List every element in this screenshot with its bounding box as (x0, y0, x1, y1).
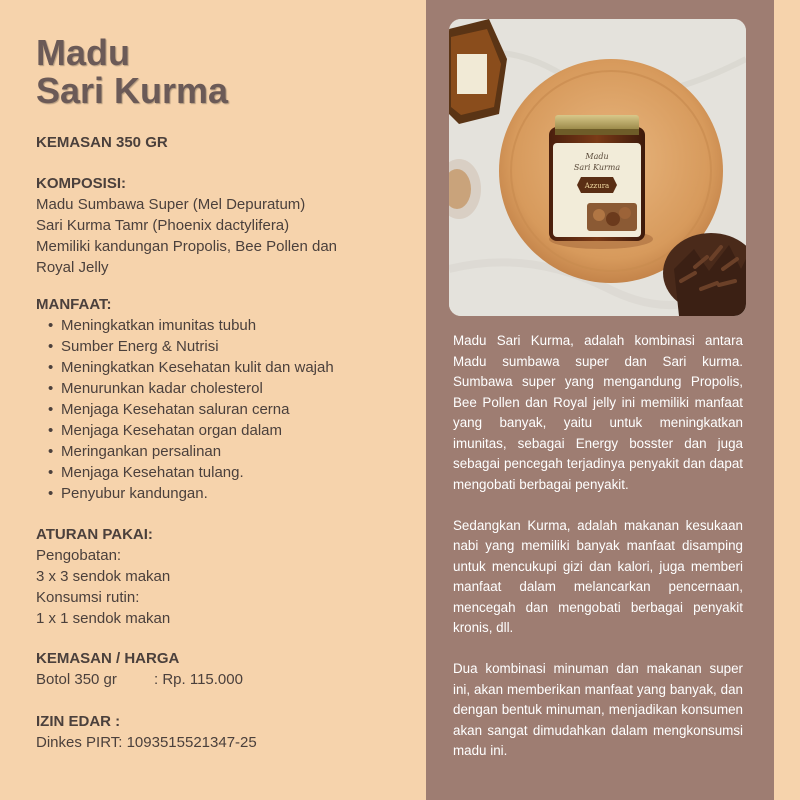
benefit-item: • Meningkatkan Kesehatan kulit dan wajah (48, 357, 334, 378)
composition-line: Memiliki kandungan Propolis, Bee Pollen dan (36, 238, 338, 255)
right-margin (774, 0, 800, 800)
benefit-item: • Menurunkan kadar cholesterol (48, 378, 334, 399)
benefits-heading: MANFAAT: (36, 296, 112, 313)
title-line-2: Sari Kurma (36, 70, 229, 111)
composition-heading: KOMPOSISI: (36, 175, 127, 192)
permit-heading: IZIN EDAR : (36, 713, 121, 730)
usage-line: Konsumsi rutin: (36, 589, 140, 606)
jar-brand: Azzura (584, 182, 610, 190)
composition-line: Sari Kurma Tamr (Phoenix dactylifera) (36, 217, 290, 234)
usage-line: Pengobatan: (36, 547, 122, 564)
price-section (36, 648, 243, 690)
usage-heading: ATURAN PAKAI: (36, 526, 153, 543)
composition-line: Royal Jelly (36, 259, 109, 276)
product-description (453, 331, 743, 782)
benefit-item: • Meringankan persalinan (48, 441, 334, 462)
jar-label-line-1: Madu (585, 152, 609, 161)
title-line-1: Madu (36, 32, 130, 73)
benefits-section (36, 294, 334, 504)
price-value: : Rp. 115.000 (154, 671, 243, 688)
product-title (36, 34, 228, 110)
description-paragraph-1: Madu Sari Kurma, adalah kombinasi antara Madu sumbawa super dan Sari kurma. Sumbawa super yang mengandung Propolis, Bee Pollen dan Royal jelly ini memiliki manfaat yang banyak, yaitu untuk meningkatkan imunitas, sebagai Energy bosster dan juga sebagai pencegah terjadinya penyakit dan dapat mengobati berbagai penyakit. (453, 333, 743, 492)
composition-line: Madu Sumbawa Super (Mel Depuratum) (36, 196, 306, 213)
product-photo (449, 19, 746, 316)
usage-line: 3 x 3 sendok makan (36, 568, 171, 585)
benefits-list (36, 315, 334, 504)
usage-section (36, 524, 170, 629)
package-size-label: KEMASAN 350 GR (36, 134, 168, 151)
product-photo-illustration (449, 19, 746, 316)
benefit-item: • Sumber Energ & Nutrisi (48, 336, 334, 357)
description-paragraph-2: Sedangkan Kurma, adalah makanan kesukaan nabi yang memiliki banyak manfaat disamping untuk mencukupi gizi dan kalori, juga memberi manfaat dalam melancarkan pencernaan, mencegah dan mengobati berbagai penyakit kronis, dll. (453, 517, 743, 635)
permit-section (36, 711, 257, 753)
benefit-item: • Meningkatkan imunitas tubuh (48, 315, 334, 336)
description-paragraph-3: Dua kombinasi minuman dan makanan super ini, akan memberikan manfaat yang banyak, dan dengan bentuk minuman, menjadikan konsumen akan sangat dimudahkan dalam mengkonsumsi madu ini. (453, 661, 743, 758)
benefit-item: • Menjaga Kesehatan saluran cerna (48, 399, 334, 420)
benefit-item: • Menjaga Kesehatan tulang. (48, 462, 334, 483)
benefit-item: • Penyubur kandungan. (48, 483, 334, 504)
price-row (36, 669, 243, 690)
price-heading: KEMASAN / HARGA (36, 650, 180, 667)
benefit-item: • Menjaga Kesehatan organ dalam (48, 420, 334, 441)
usage-line: 1 x 1 sendok makan (36, 610, 171, 627)
permit-number: Dinkes PIRT: 1093515521347-25 (36, 734, 257, 751)
composition-section (36, 173, 337, 278)
jar-label-line-2: Sari Kurma (573, 163, 621, 172)
price-label: Botol 350 gr (36, 671, 117, 688)
